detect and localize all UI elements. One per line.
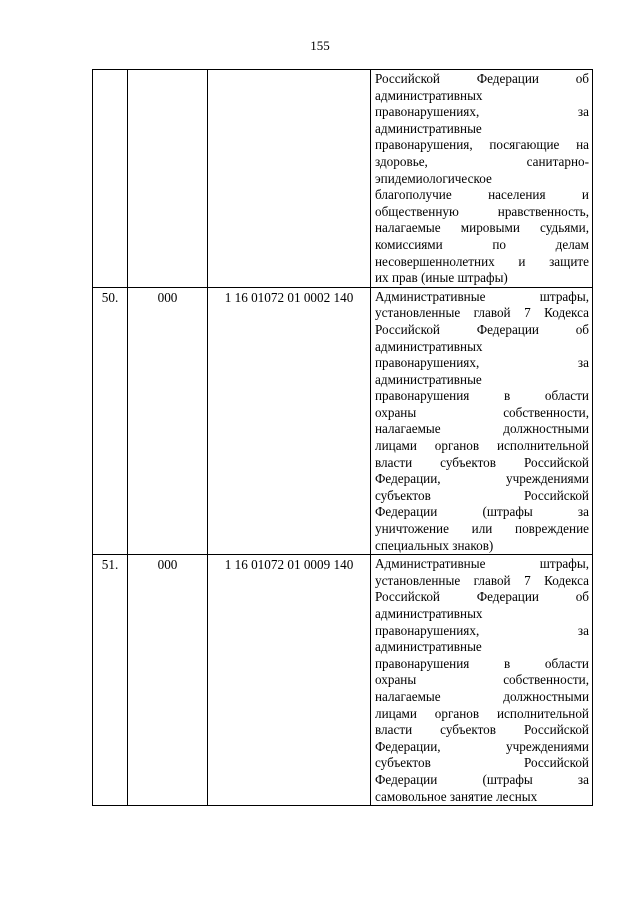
row-number-cell: 51.	[93, 555, 128, 806]
description-line: установленные главой 7 Кодекса	[375, 305, 589, 321]
description-line: правонарушениях, за	[375, 622, 589, 638]
description-line: их прав (иные штрафы)	[375, 270, 508, 286]
description-line: эпидемиологическое	[375, 170, 492, 186]
description-line: административные	[375, 120, 482, 136]
description-line: установленные главой 7 Кодекса	[375, 572, 589, 588]
description-line: уничтожение или повреждение	[375, 521, 589, 537]
budget-classification-code-cell	[208, 70, 371, 288]
description-line: правонарушения, посягающие на	[375, 137, 589, 153]
row-number-cell: 50.	[93, 287, 128, 555]
description-cell	[371, 555, 593, 806]
description-line: Российской Федерации об	[375, 589, 589, 605]
description-line: правонарушения в области	[375, 388, 589, 404]
description-line: субъектов Российской	[375, 487, 589, 503]
description-cell	[371, 287, 593, 555]
description-line: несовершеннолетних и защите	[375, 253, 589, 269]
table-row	[93, 555, 593, 806]
description-line: административных	[375, 87, 483, 103]
description-line: специальных знаков)	[375, 537, 494, 553]
description-line: административных	[375, 338, 483, 354]
description-line: охраны собственности,	[375, 404, 589, 420]
description-line: власти субъектов Российской	[375, 454, 589, 470]
description-line: Федерации, учреждениями	[375, 738, 589, 754]
description-line: налагаемые мировыми судьями,	[375, 220, 589, 236]
table-row	[93, 70, 593, 288]
description-line: власти субъектов Российской	[375, 722, 589, 738]
row-number-cell	[93, 70, 128, 288]
description-line: налагаемые должностными	[375, 421, 589, 437]
description-line: правонарушениях, за	[375, 104, 589, 120]
description-line: Федерации (штрафы за	[375, 504, 589, 520]
description-line: Российской Федерации об	[375, 321, 589, 337]
description-line: правонарушениях, за	[375, 355, 589, 371]
description-line: правонарушения в области	[375, 655, 589, 671]
description-line: Административные штрафы,	[375, 556, 589, 572]
table-body	[93, 70, 593, 806]
budget-classification-code-cell: 1 16 01072 01 0002 140	[208, 287, 371, 555]
description-line: охраны собственности,	[375, 672, 589, 688]
description-line: лицами органов исполнительной	[375, 438, 589, 454]
table-row	[93, 287, 593, 555]
description-line: самовольное занятие лесных	[375, 788, 538, 804]
description-line: субъектов Российской	[375, 755, 589, 771]
admin-code-cell: 000	[128, 555, 208, 806]
page-number: 155	[310, 38, 330, 53]
description-line: здоровье, санитарно-	[375, 153, 589, 169]
description-line: общественную нравственность,	[375, 203, 589, 219]
description-line: комиссиями по делам	[375, 236, 589, 252]
description-line: лицами органов исполнительной	[375, 705, 589, 721]
description-cell	[371, 70, 593, 288]
description-line: административные	[375, 371, 482, 387]
description-line: административных	[375, 606, 483, 621]
description-line: Федерации, учреждениями	[375, 471, 589, 487]
description-line: административные	[375, 639, 482, 655]
description-line: Федерации (штрафы за	[375, 771, 589, 787]
description-line: Российской Федерации об	[375, 71, 589, 86]
description-line: налагаемые должностными	[375, 688, 589, 704]
description-line: Административные штрафы,	[375, 288, 589, 304]
description-line: благополучие населения и	[375, 187, 589, 203]
admin-code-cell: 000	[128, 287, 208, 555]
budget-codes-table	[92, 69, 593, 806]
admin-code-cell	[128, 70, 208, 288]
budget-classification-code-cell: 1 16 01072 01 0009 140	[208, 555, 371, 806]
